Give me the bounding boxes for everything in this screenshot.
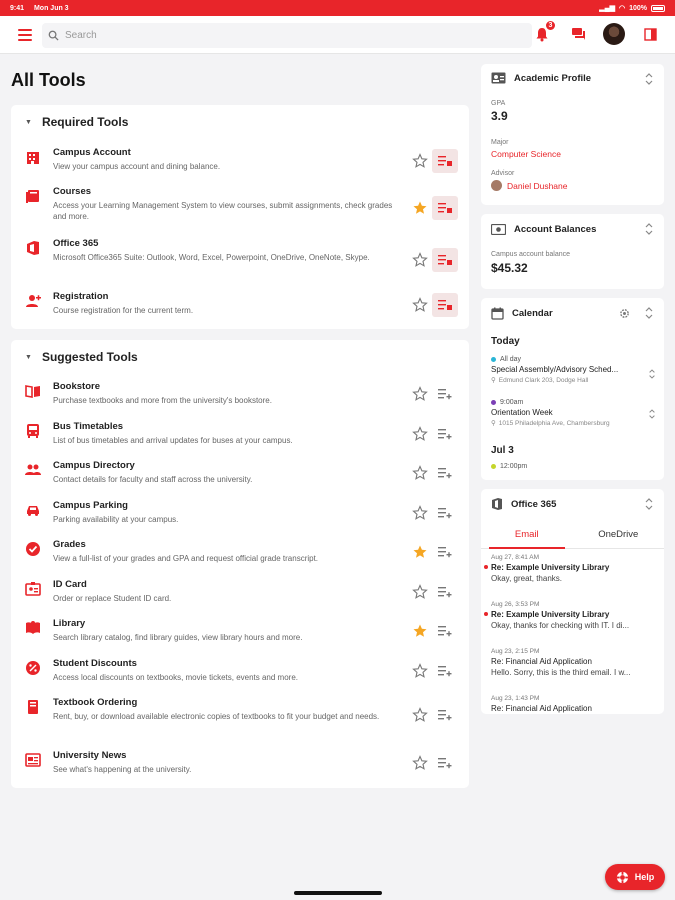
section-title: Suggested Tools [41, 350, 138, 364]
account-balances-header [481, 214, 664, 244]
tool-description: Course registration for the current term. [53, 306, 194, 315]
email-subject: Re: Example University Library [491, 610, 610, 619]
tool-name: Courses [53, 186, 92, 197]
location-pin-icon: ⚲ [491, 377, 496, 384]
event-color-dot [491, 400, 496, 405]
tool-name: Campus Parking [53, 500, 128, 511]
tool-description: Search library catalog, find library guides, view library hours and more. [53, 633, 303, 642]
calendar-event[interactable] [491, 356, 651, 384]
event-color-dot [491, 357, 496, 362]
star-icon[interactable] [412, 386, 428, 402]
bus-icon [25, 423, 41, 439]
email-date: Aug 23, 2:15 PM [491, 648, 540, 655]
add-to-list-button[interactable] [432, 619, 458, 643]
tool-text [53, 291, 393, 316]
signal-icon: ▂▄▆ [599, 5, 615, 12]
tool-description: List of bus timetables and arrival updates for buses at your campus. [53, 436, 293, 445]
unread-indicator [484, 565, 488, 569]
event-location: 1015 Philadelphia Ave, Chambersburg [498, 419, 610, 427]
star-icon[interactable] [412, 297, 428, 313]
email-item[interactable] [491, 648, 661, 677]
event-color-dot [491, 464, 496, 469]
menu-icon[interactable] [18, 29, 32, 41]
tool-description: Rent, buy, or download available electronic copies of textbooks to fit your budget and needs. [53, 712, 380, 721]
card-title: Calendar [512, 307, 553, 319]
major-link[interactable]: Computer Science [491, 149, 561, 159]
office365-header [481, 489, 664, 519]
office365-tabs [481, 521, 664, 549]
status-time: 9:41 [10, 4, 25, 12]
tool-name: University News [53, 750, 127, 761]
star-icon[interactable] [412, 755, 428, 771]
tool-text [53, 147, 393, 172]
star-filled-icon[interactable] [412, 200, 428, 216]
calendar-event[interactable] [491, 463, 651, 470]
email-subject: Re: Example University Library [491, 563, 610, 572]
profile-button[interactable] [603, 23, 625, 45]
card-title: Academic Profile [514, 72, 592, 84]
tool-name: Bookstore [53, 381, 100, 392]
lifebuoy-icon [616, 871, 629, 884]
tool-text [53, 697, 393, 722]
email-date: Aug 26, 3:53 PM [491, 601, 540, 608]
tool-name: Student Discounts [53, 658, 137, 669]
tool-name: Campus Directory [53, 460, 135, 471]
panel-toggle-button[interactable] [639, 23, 661, 45]
add-to-list-button[interactable] [432, 703, 458, 727]
balance-amount: $45.32 [491, 261, 528, 275]
tool-name: Textbook Ordering [53, 697, 138, 708]
money-icon [491, 224, 506, 235]
tool-description: View your campus account and dining balance. [53, 162, 221, 171]
tool-name: ID Card [53, 579, 87, 590]
tool-name: Campus Account [53, 147, 131, 158]
gear-icon[interactable] [619, 308, 630, 319]
chat-icon [571, 27, 586, 41]
collapse-icon[interactable] [644, 73, 654, 85]
tab-onedrive[interactable]: OneDrive [598, 529, 639, 540]
news-icon [25, 752, 41, 768]
tool-name: Registration [53, 291, 109, 302]
tool-description: Parking availability at your campus. [53, 515, 179, 524]
tool-name: Office 365 [53, 238, 99, 249]
battery-percent: 100% [629, 4, 647, 12]
major-label: Major [491, 139, 509, 146]
car-icon [25, 502, 41, 518]
messages-button[interactable] [567, 23, 589, 45]
discount-icon [25, 660, 41, 676]
calendar-day-today: Today [491, 336, 520, 347]
tool-description: Microsoft Office365 Suite: Outlook, Word, Excel, Powerpoint, OneDrive, OneNote, Skype. [53, 253, 370, 262]
star-icon[interactable] [412, 252, 428, 268]
open-book-icon [25, 383, 41, 399]
book-icon [25, 188, 41, 204]
star-filled-icon[interactable] [412, 623, 428, 639]
tool-description: Access your Learning Management System to view courses, submit assignments, check grades and more. [53, 201, 393, 221]
calendar-icon [491, 307, 504, 320]
academic-profile-header [481, 64, 664, 92]
tool-description: View a full-list of your grades and GPA and request official grade transcript. [53, 554, 319, 563]
tool-description: Order or replace Student ID card. [53, 594, 172, 603]
collapse-icon[interactable] [644, 223, 654, 235]
event-time: 12:00pm [500, 463, 528, 470]
search-input[interactable] [65, 30, 465, 41]
office-icon [491, 497, 503, 511]
add-to-list-button[interactable] [432, 461, 458, 485]
email-date: Aug 27, 8:41 AM [491, 554, 540, 561]
calendar-day-date: Jul 3 [491, 445, 514, 456]
star-icon[interactable] [412, 426, 428, 442]
office365-card [481, 489, 664, 714]
collapse-icon[interactable] [644, 307, 654, 319]
star-icon[interactable] [412, 465, 428, 481]
top-bar [0, 16, 675, 54]
remove-from-list-button[interactable] [432, 248, 458, 272]
add-to-list-button[interactable] [432, 659, 458, 683]
calendar-header [481, 298, 664, 328]
remove-from-list-button[interactable] [432, 196, 458, 220]
people-icon [25, 462, 41, 478]
balance-label: Campus account balance [491, 251, 570, 258]
tool-text [53, 186, 393, 222]
email-item[interactable] [491, 601, 661, 630]
building-icon [25, 149, 41, 165]
notifications-button[interactable] [531, 23, 553, 45]
tool-text [53, 539, 393, 564]
tool-name: Bus Timetables [53, 421, 124, 432]
star-icon[interactable] [412, 663, 428, 679]
id-card-icon [25, 581, 41, 597]
card-title: Account Balances [514, 223, 597, 235]
add-to-list-button[interactable] [432, 382, 458, 406]
caret-down-icon: ▼ [25, 353, 32, 361]
event-time: All day [500, 356, 522, 363]
page-title: All Tools [11, 70, 86, 90]
unread-indicator [484, 612, 488, 616]
email-subject: Re: Financial Aid Application [491, 704, 592, 713]
search-bar[interactable] [42, 23, 532, 48]
tool-text [53, 579, 393, 604]
academic-profile-card [481, 64, 664, 205]
event-location: Edmund Clark 203, Dodge Hall [498, 376, 589, 384]
add-to-list-button[interactable] [432, 422, 458, 446]
tool-text [53, 658, 393, 683]
tool-text [53, 238, 393, 263]
star-icon[interactable] [412, 153, 428, 169]
email-preview: Okay, great, thanks. [491, 574, 562, 583]
advisor-avatar [491, 180, 502, 191]
tool-text [53, 421, 393, 446]
required-tools-card [11, 105, 469, 329]
tab-email[interactable]: Email [481, 521, 573, 548]
tool-text [53, 500, 393, 525]
email-date: Aug 23, 1:43 PM [491, 695, 540, 702]
add-to-list-button[interactable] [432, 540, 458, 564]
tool-description: Contact details for faculty and staff across the university. [53, 475, 253, 484]
remove-from-list-button[interactable] [432, 149, 458, 173]
tool-text [53, 381, 393, 406]
required-tools-header[interactable] [11, 105, 469, 139]
tool-description: Purchase textbooks and more from the university's bookstore. [53, 396, 272, 405]
status-bar [0, 0, 675, 16]
event-expand-icon[interactable] [648, 368, 656, 380]
help-button[interactable] [605, 864, 665, 890]
advisor-link[interactable]: Daniel Dushane [507, 180, 568, 191]
tool-name: Grades [53, 539, 86, 550]
tool-description: See what's happening at the university. [53, 765, 192, 774]
search-icon [48, 30, 59, 41]
calendar-card [481, 298, 664, 480]
add-to-list-button[interactable] [432, 580, 458, 604]
caret-down-icon: ▼ [25, 118, 32, 126]
email-preview: Hello. Sorry, this is the third email. I w... [491, 668, 631, 677]
location-pin-icon: ⚲ [491, 420, 496, 427]
advisor-label: Advisor [491, 170, 515, 177]
event-title: Orientation Week [491, 408, 553, 417]
avatar [603, 23, 625, 45]
suggested-tools-header[interactable] [11, 340, 469, 374]
gpa-label: GPA [491, 100, 506, 107]
gpa-value: 3.9 [491, 109, 508, 123]
account-balances-card [481, 214, 664, 289]
tool-text [53, 750, 393, 775]
sidebar-toggle-icon [644, 28, 657, 41]
library-icon [25, 620, 41, 636]
tool-description: Access local discounts on textbooks, movie tickets, events and more. [53, 673, 299, 682]
add-to-list-button[interactable] [432, 751, 458, 775]
wifi-icon: ◠ [618, 5, 626, 12]
suggested-tools-card [11, 340, 469, 788]
email-item[interactable] [491, 695, 661, 713]
star-filled-icon[interactable] [412, 544, 428, 560]
help-label: Help [634, 872, 655, 882]
tool-text [53, 618, 393, 643]
calendar-event[interactable] [491, 399, 651, 427]
textbook-icon [25, 699, 41, 715]
collapse-icon[interactable] [644, 498, 654, 510]
email-subject: Re: Financial Aid Application [491, 657, 592, 666]
add-to-list-button[interactable] [432, 501, 458, 525]
event-title: Special Assembly/Advisory Sched... [491, 365, 619, 374]
remove-from-list-button[interactable] [432, 293, 458, 317]
battery-icon [651, 5, 665, 12]
tool-name: Library [53, 618, 86, 629]
person-add-icon [25, 293, 41, 309]
home-indicator [294, 891, 382, 895]
check-badge-icon [25, 541, 41, 557]
event-time: 9:00am [500, 399, 524, 406]
star-icon[interactable] [412, 584, 428, 600]
section-title: Required Tools [41, 115, 129, 129]
office-icon [25, 240, 41, 256]
tool-text [53, 460, 393, 485]
star-icon[interactable] [412, 505, 428, 521]
status-date: Mon Jun 3 [33, 4, 69, 12]
email-item[interactable] [491, 554, 661, 583]
event-expand-icon[interactable] [648, 408, 656, 420]
id-badge-icon [491, 72, 506, 84]
star-icon[interactable] [412, 707, 428, 723]
notification-badge: 3 [545, 20, 556, 31]
card-title: Office 365 [511, 498, 557, 510]
email-preview: Okay, thanks for checking with IT. I di... [491, 621, 630, 630]
